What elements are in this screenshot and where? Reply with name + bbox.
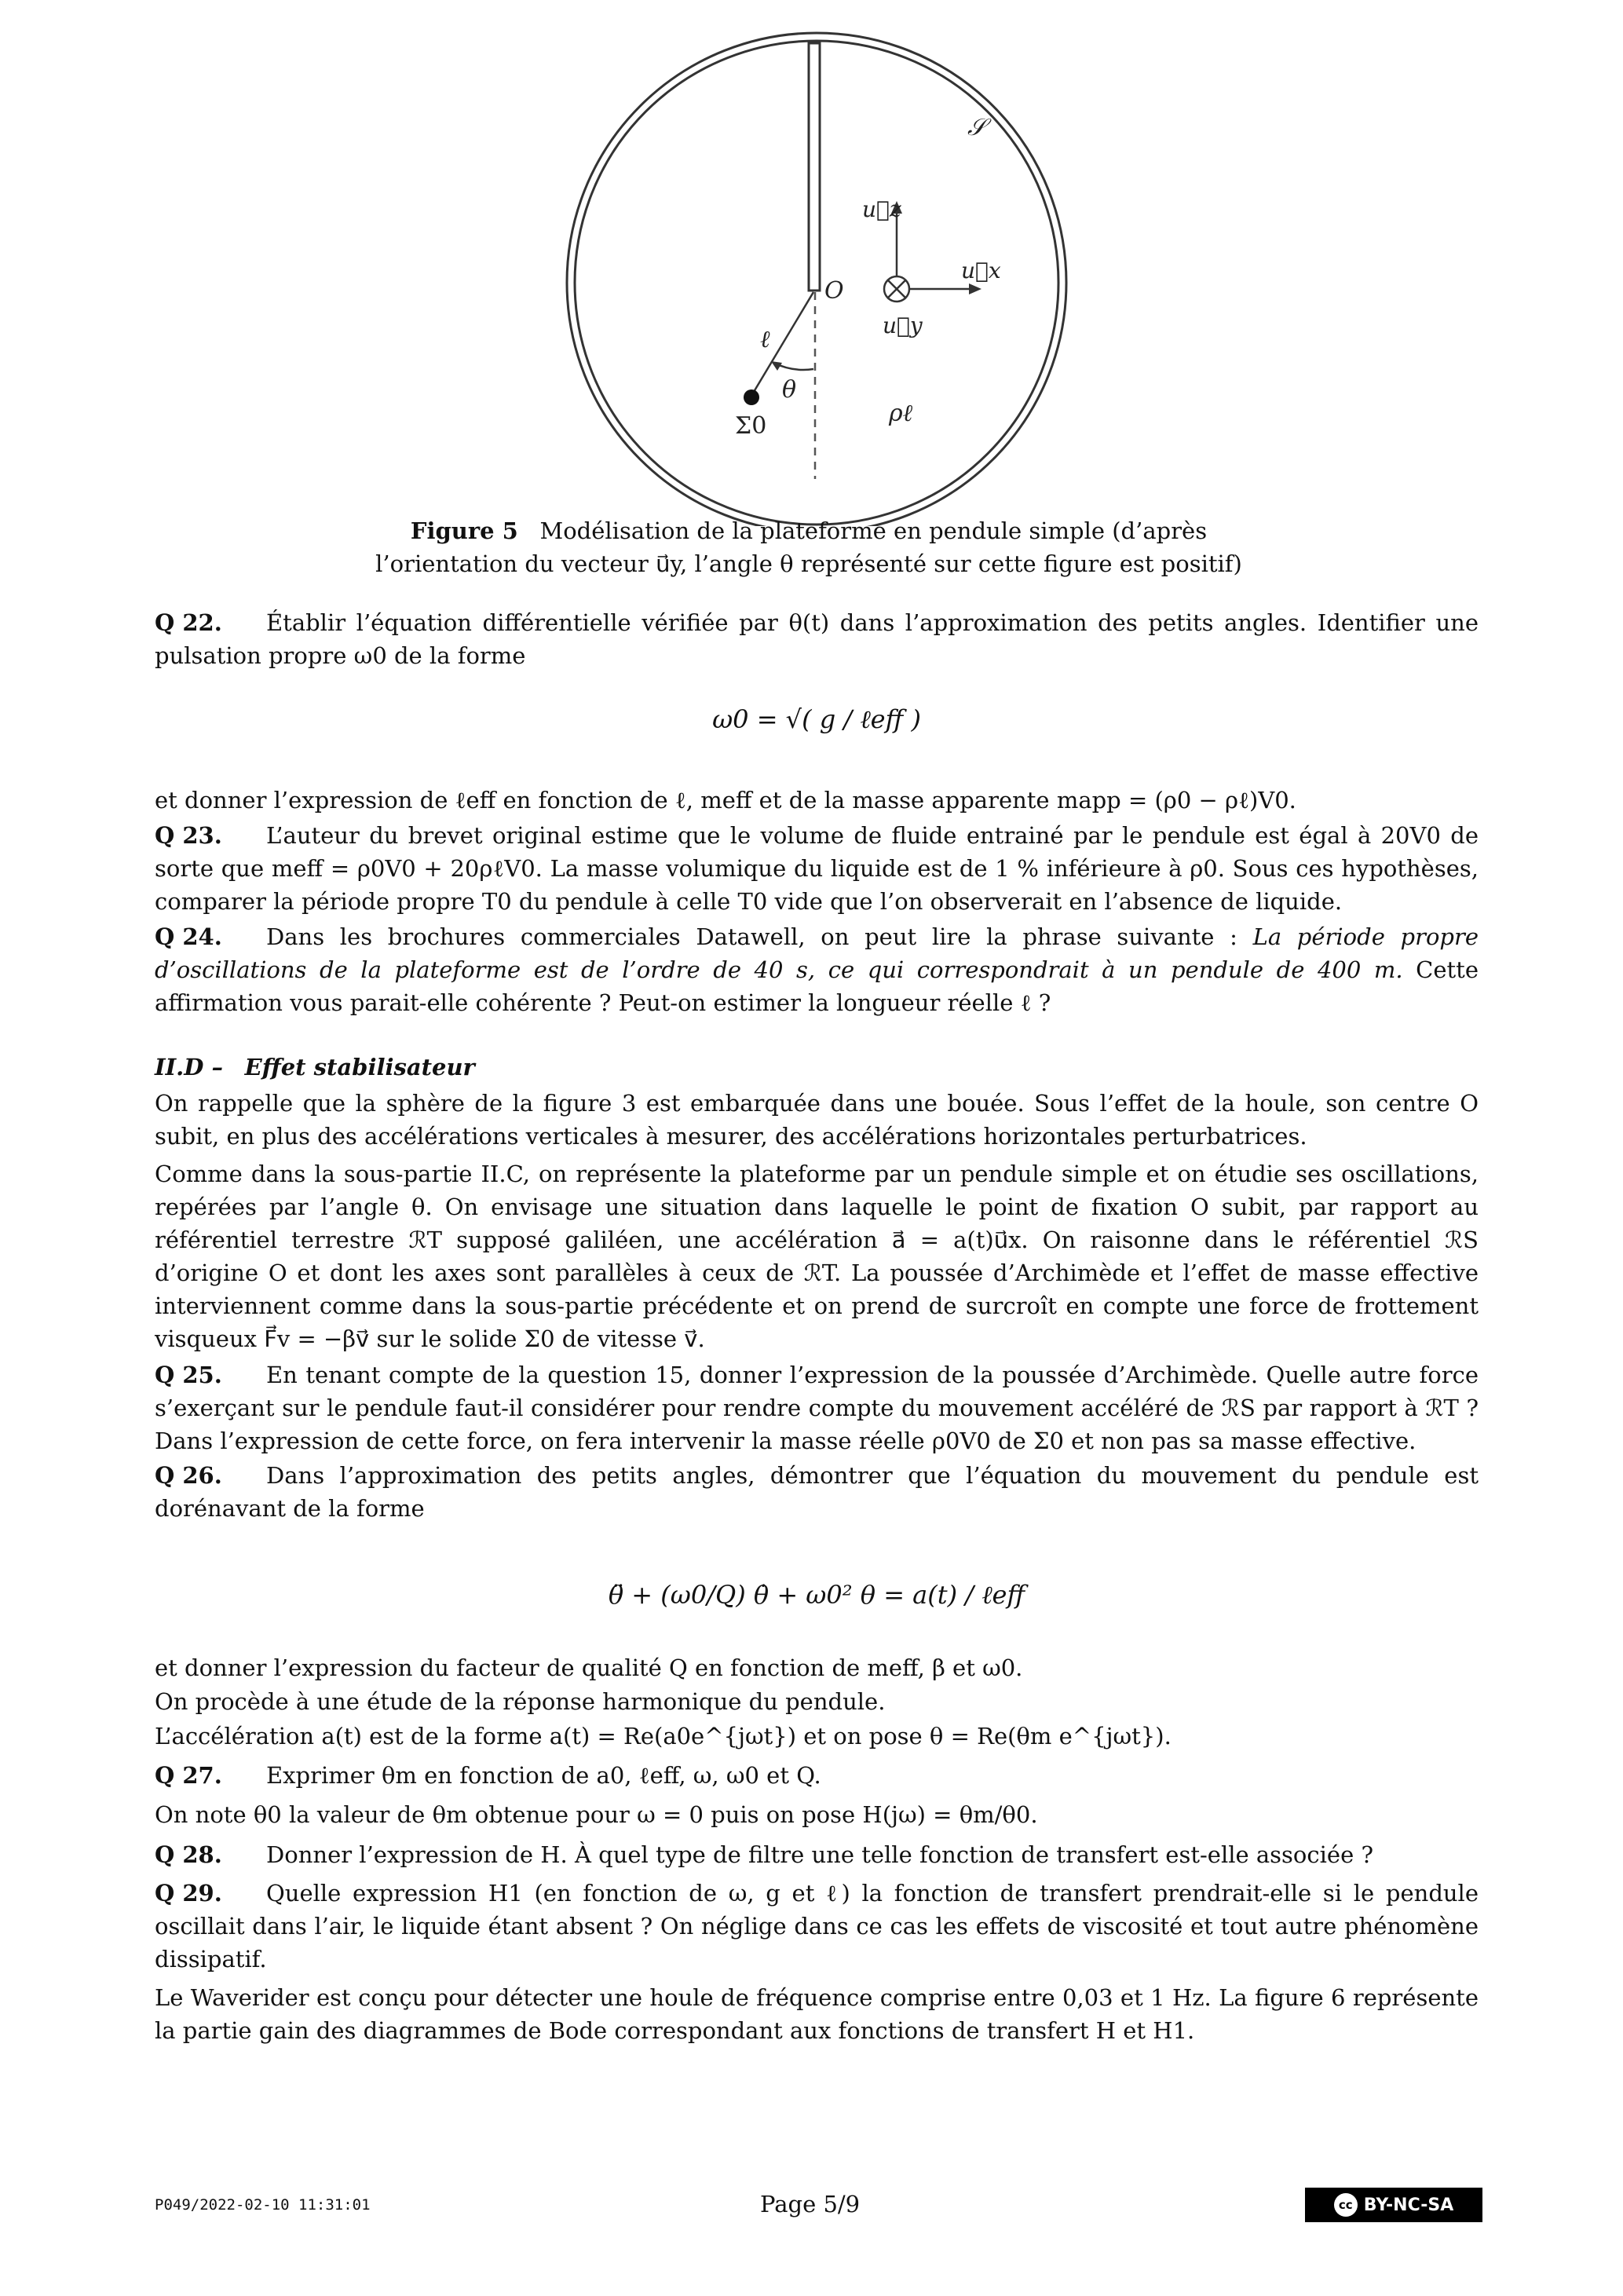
label-uy: u⃗y bbox=[883, 313, 923, 338]
mass-sigma0 bbox=[744, 389, 759, 405]
q28-text: Donner l’expression de H. À quel type de filtre une telle fonction de transfert est-elle associée ? bbox=[266, 1841, 1373, 1868]
q23-number: Q 23. bbox=[155, 822, 222, 849]
q29-number: Q 29. bbox=[155, 1880, 222, 1907]
paragraph-1: On rappelle que la sphère de la figure 3 est embarquée dans une bouée. Sous l’effet de la houle, son centre O subit, en plus des accélérations verticales à mesurer, des accélérations horizontales perturbatrices. bbox=[155, 1090, 1479, 1150]
q22-after: et donner l’expression de ℓeff en fonction de ℓ, meff et de la masse apparente mapp = (ρ0 − ρℓ)V0. bbox=[155, 787, 1296, 813]
caption-line2: l’orientation du vecteur u⃗y, l’angle θ représenté sur cette figure est positif) bbox=[375, 550, 1242, 577]
paragraph-2: Comme dans la sous-partie II.C, on représente la plateforme par un pendule simple et on étudie ses oscillations, repérées par l’angle θ. On envisage une situation dans laquelle le point de fixation O subit, par rapport au référentiel terrestre ℛT supposé galiléen, une accélération a⃗ = a(t)u⃗x. On raisonne dans le référentiel ℛS d’origine O et dont les axes sont parallèles à ceux de ℛT. La poussée d’Archimède et l’effet de masse effective interviennent comme dans la sous-partie précédente et on prend de surcroît en compte une force de frottement visqueux F⃗v = −βv⃗ sur le solide Σ0 de vitesse v⃗. bbox=[155, 1161, 1479, 1352]
question-22 bbox=[155, 606, 1479, 672]
q22-number: Q 22. bbox=[155, 609, 222, 636]
label-angle: θ bbox=[782, 376, 797, 404]
q24-text-end: Cette affirmation vous parait-elle cohérente ? Peut-on estimer la longueur réelle ℓ ? bbox=[155, 956, 1479, 1016]
q27-number: Q 27. bbox=[155, 1762, 222, 1789]
q22-equation: ω0 = √( g / ℓeff ) bbox=[712, 704, 921, 734]
q26-equation: θ̈ + (ω0/Q) θ̇ + ω0² θ = a(t) / ℓeff bbox=[608, 1580, 1025, 1610]
section-number: II.D – bbox=[155, 1054, 223, 1080]
figure-5-caption bbox=[298, 514, 1319, 580]
ux-arrowhead bbox=[969, 283, 981, 294]
q27-after: On note θ0 la valeur de θm obtenue pour ω = 0 puis on pose H(jω) = θm/θ0. bbox=[155, 1801, 1038, 1828]
question-27 bbox=[155, 1759, 1479, 1792]
license-label: BY-NC-SA bbox=[1363, 2195, 1454, 2215]
q29-text: Quelle expression H1 (en fonction de ω, g et ℓ) la fonction de transfert prendrait-elle si le pendule oscillait dans l’air, le liquide étant absent ? On néglige dans ce cas les effets de viscosité et tout autre phénomène dissipatif. bbox=[155, 1880, 1479, 1972]
footer-id: P049/2022-02-10 11:31:01 bbox=[155, 2196, 371, 2214]
cc-license-badge[interactable] bbox=[1305, 2188, 1482, 2222]
q26-after: et donner l’expression du facteur de qualité Q en fonction de meff, β et ω0. bbox=[155, 1654, 1023, 1681]
label-density: ρℓ bbox=[889, 400, 913, 427]
label-mass: Σ0 bbox=[735, 412, 767, 440]
closing-paragraph: Le Waverider est conçu pour détecter une houle de fréquence comprise entre 0,03 et 1 Hz. La figure 6 représente la partie gain des diagrammes de Bode correspondant aux fonctions de transfert H et H1. bbox=[155, 1984, 1479, 2044]
harmonic-line1: On procède à une étude de la réponse harmonique du pendule. bbox=[155, 1688, 886, 1715]
question-24 bbox=[155, 920, 1479, 1019]
q25-number: Q 25. bbox=[155, 1362, 222, 1388]
harmonic-line2: L’accélération a(t) est de la forme a(t) = Re(a0e^{jωt}) et on pose θ = Re(θm e^{jωt}). bbox=[155, 1723, 1172, 1749]
label-sphere: 𝒮 bbox=[967, 114, 986, 141]
label-ux: u⃗x bbox=[961, 258, 1001, 283]
q25-text: En tenant compte de la question 15, donner l’expression de la poussée d’Archimède. Quelle autre force s’exerçant sur le pendule faut-il considérer pour rendre compte du mouvement accéléré de ℛS par rapport à ℛT ? Dans l’expression de cette force, on fera intervenir la masse réelle ρ0V0 de Σ0 et non pas sa masse effective. bbox=[155, 1362, 1479, 1454]
figure-5-diagram bbox=[0, 0, 1623, 526]
q24-number: Q 24. bbox=[155, 923, 222, 950]
cc-icon: cc bbox=[1334, 2193, 1358, 2217]
q24-quote: La période propre d’oscillations de la plateforme est de l’ordre de 40 s, ce qui correspondrait à un pendule de 400 m. bbox=[155, 923, 1479, 983]
question-25 bbox=[155, 1358, 1479, 1457]
q28-number: Q 28. bbox=[155, 1841, 222, 1868]
label-uz: u⃗z bbox=[862, 196, 901, 222]
q26-number: Q 26. bbox=[155, 1462, 222, 1489]
footer-page-number: Page 5/9 bbox=[760, 2191, 861, 2217]
question-28 bbox=[155, 1838, 1479, 1871]
q26-text: Dans l’approximation des petits angles, démontrer que l’équation du mouvement du pendule est dorénavant de la forme bbox=[155, 1462, 1479, 1522]
caption-label: Figure 5 bbox=[410, 517, 518, 544]
label-origin: O bbox=[824, 277, 844, 305]
question-23 bbox=[155, 819, 1479, 918]
question-29 bbox=[155, 1877, 1479, 1976]
section-title: Effet stabilisateur bbox=[244, 1054, 475, 1080]
q24-text-start: Dans les brochures commerciales Datawell, on peut lire la phrase suivante : bbox=[266, 923, 1237, 950]
suspension-rod bbox=[809, 43, 820, 291]
q23-text: L’auteur du brevet original estime que le volume de fluide entrainé par le pendule est égal à 20V0 de sorte que meff = ρ0V0 + 20ρℓV0. La masse volumique du liquide est de 1 % inférieure à ρ0. Sous ces hypothèses, comparer la période propre T0 du pendule à celle T0 vide que l’on observerait en l’absence de liquide. bbox=[155, 822, 1479, 915]
question-26 bbox=[155, 1459, 1479, 1525]
label-length: ℓ bbox=[760, 326, 770, 353]
q27-text: Exprimer θm en fonction de a0, ℓeff, ω, ω0 et Q. bbox=[266, 1762, 821, 1789]
q22-text: Établir l’équation différentielle vérifiée par θ(t) dans l’approximation des petits angles. Identifier une pulsation propre ω0 de la forme bbox=[155, 609, 1479, 669]
section-heading bbox=[155, 1051, 1479, 1084]
caption-line1: Modélisation de la plateforme en pendule simple (d’après bbox=[539, 517, 1208, 544]
